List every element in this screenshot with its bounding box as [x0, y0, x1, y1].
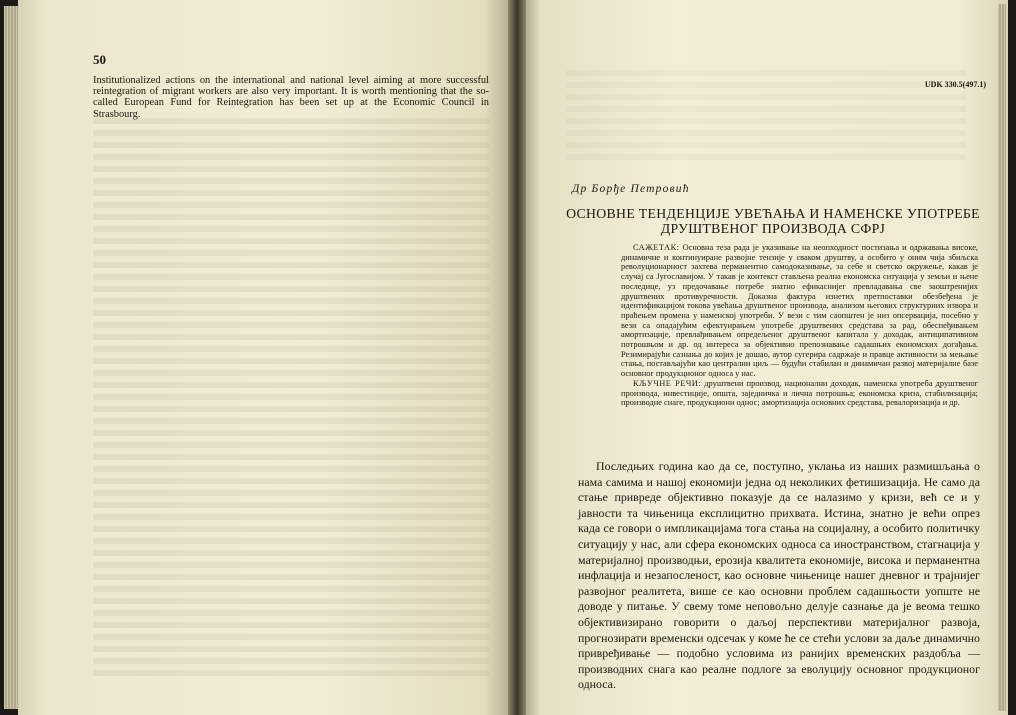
keywords-paragraph — [621, 379, 978, 408]
keywords-label: КЉУЧНЕ РЕЧИ: — [633, 378, 702, 388]
body-paragraph: Последњих година као да се, поступно, уклања из наших размишљања о нама самима и нашој економији једна од неколиких фетишизација. Не само да стање привреде објективно показује да се налазимо у кризи, већ се и у јавности та чињеница експлицитно прихвата. Истина, знатно је већи опрез када се говори о импликацијама тога стања на социјалну, а особито политичку ситуацију у нас, али сфера економских односа са иностранством, стагнација у материјалној производњи, ерозија квалитета економије, висока и перманентна инфлација и незапосленост, као основне чињенице нашег дневног и трајнијег развојног реалитета, више се као основни проблем садашњости уопште не доводе у питање. У свему томе неповољно делује сазнање да је веома тешко објективизирано говорити о даљој перспективи материјалног развоја, прогнозирати временски одсечак у коме ће се стећи услови за даље динамично привређивање — подобно условима из ранијих временских раздобља — производних снага као реалне подлоге за еволуцију основног продукционог односа. — [578, 459, 980, 692]
bleed-through-texture — [93, 118, 489, 678]
right-page — [526, 0, 1008, 715]
keywords-text: друштвени производ, национални доходак, наменска употреба друштвеног производа, инвестиције, општа, заједничка и лична потрошња; економска криза, стабилизација; производне снаге, продукциони однос; амортизација основних средстава, ревалоризација и др. — [621, 378, 978, 408]
left-page-paragraph: Institutionalized actions on the international and national level aiming at more successful reintegration of migrant workers are also very important. It is worth mentioning that the so-called European Fund for Reintegration has been set up at the Economic Council in Strasbourg. — [93, 75, 489, 120]
page-number: 50 — [93, 52, 106, 67]
abstract-block — [621, 243, 978, 408]
abstract-text: Основна теза рада је указивање на неопходност постизања и одржавања високе, динамичне и континуиране развојне тензије у сваком друштву, а особито у оним чија збиљска револуционарност захтева перманентно самодоказивање, за себе и светско окружење, какав је случај са Југославијом. У такав је контекст стављена реална економска ситуација у земљи и њене последице, уз предочавање потребе знатно ефикаснијег превладавања све заоштренијих друштвених противуречности. Доказна фактура изнетих претпоставки обезбеђена је идентификацијом токова увећања друштвеног производа, анализом његових структурних извора и праћењем промена у наменској употреби. У вези с тим саопштен је низ опсервација, посебно у вези са опадајућим ефектуирањем употребе друштвених средстава за рад, обеспеђивањем амортизације, превлађивањем опредељеног друштвеног капитала у доходак, антиципативном потрошњом и др. од интереса за објективно препознавање садашњих економских догађања. Резимирајући сазнања до којих је дошао, аутор сугерира садржаје и правце активности за мењање стања, постављајући као централни циљ — будући стабилан и динамичан развој материјалне базе основног продукционог односа у нас. — [621, 243, 978, 379]
abstract-label: САЖЕТАК: — [633, 243, 680, 252]
article-title: ОСНОВНЕ ТЕНДЕНЦИЈЕ УВЕЋАЊА И НАМЕНСКЕ УПОТРЕБЕ ДРУШТВЕНОГ ПРОИЗВОДА СФРЈ — [566, 206, 980, 237]
page-edges-right — [998, 4, 1006, 711]
udk-code: UDK 330.5(497.1) — [924, 80, 986, 89]
bleed-through-texture — [566, 70, 966, 160]
book-spine — [508, 0, 526, 715]
page-edges-left — [4, 6, 18, 709]
abstract-paragraph — [621, 243, 978, 379]
author-name: Др Борђе Петровић — [572, 183, 690, 195]
left-page — [18, 0, 508, 715]
